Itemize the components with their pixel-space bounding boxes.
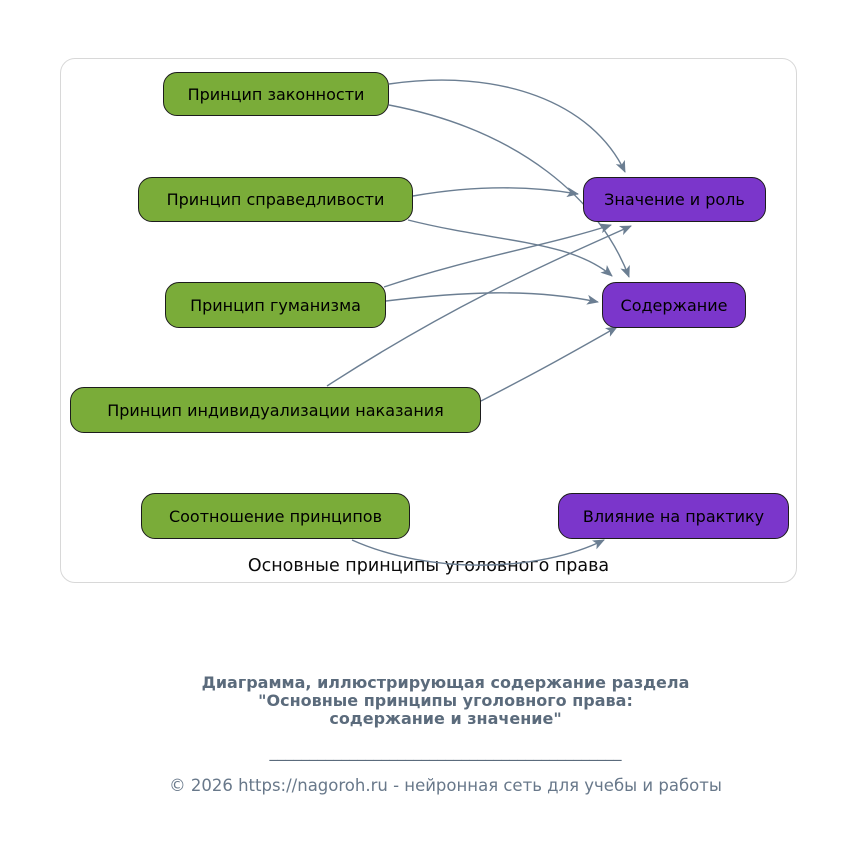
node-princip-gumanizma[interactable] (165, 282, 386, 328)
footer-divider: ____________________________________________ (269, 742, 622, 761)
edge-individualizacia-to-soderzhanie (481, 327, 617, 401)
edge-spravedlivost-to-znachenie (413, 188, 578, 196)
node-label: Влияние на практику (582, 506, 765, 526)
node-label: Содержание (620, 295, 728, 315)
footer-copyright: © 2026 https://nagoroh.ru - нейронная сеть для учебы и работы (169, 776, 722, 795)
diagram-frame (60, 58, 797, 583)
node-znachenie-i-rol[interactable] (583, 177, 766, 222)
edge-zakonnost-to-znachenie (389, 80, 625, 172)
node-label: Принцип индивидуализации наказания (107, 400, 444, 420)
footer-title-line1: Диаграмма, иллюстрирующая содержание раздела (201, 673, 690, 692)
edge-gumanizm-to-soderzhanie (386, 293, 598, 302)
node-label: Соотношение принципов (168, 506, 383, 526)
node-princip-individualizacii[interactable] (70, 387, 481, 433)
node-label: Принцип законности (187, 84, 365, 104)
edge-spravedlivost-to-soderzhanie (408, 220, 612, 276)
node-soderzhanie[interactable] (602, 282, 746, 328)
edge-gumanizm-to-znachenie (384, 225, 611, 287)
footer-title-line2: "Основные принципы уголовного права: (258, 691, 633, 710)
node-sootnoshenie-principov[interactable] (141, 493, 410, 539)
node-vliyanie-na-praktiku[interactable] (558, 493, 789, 539)
node-label: Принцип справедливости (166, 190, 385, 209)
node-label: Принцип гуманизма (190, 295, 361, 315)
diagram-caption: Основные принципы уголовного права (247, 556, 610, 576)
node-princip-zakonnosti[interactable] (163, 72, 389, 116)
footer-title-line3: содержание и значение" (329, 709, 562, 728)
footer (0, 674, 857, 795)
node-label: Значение и роль (604, 190, 745, 209)
footer-title (34, 674, 857, 728)
node-princip-spravedlivosti[interactable] (138, 177, 413, 222)
